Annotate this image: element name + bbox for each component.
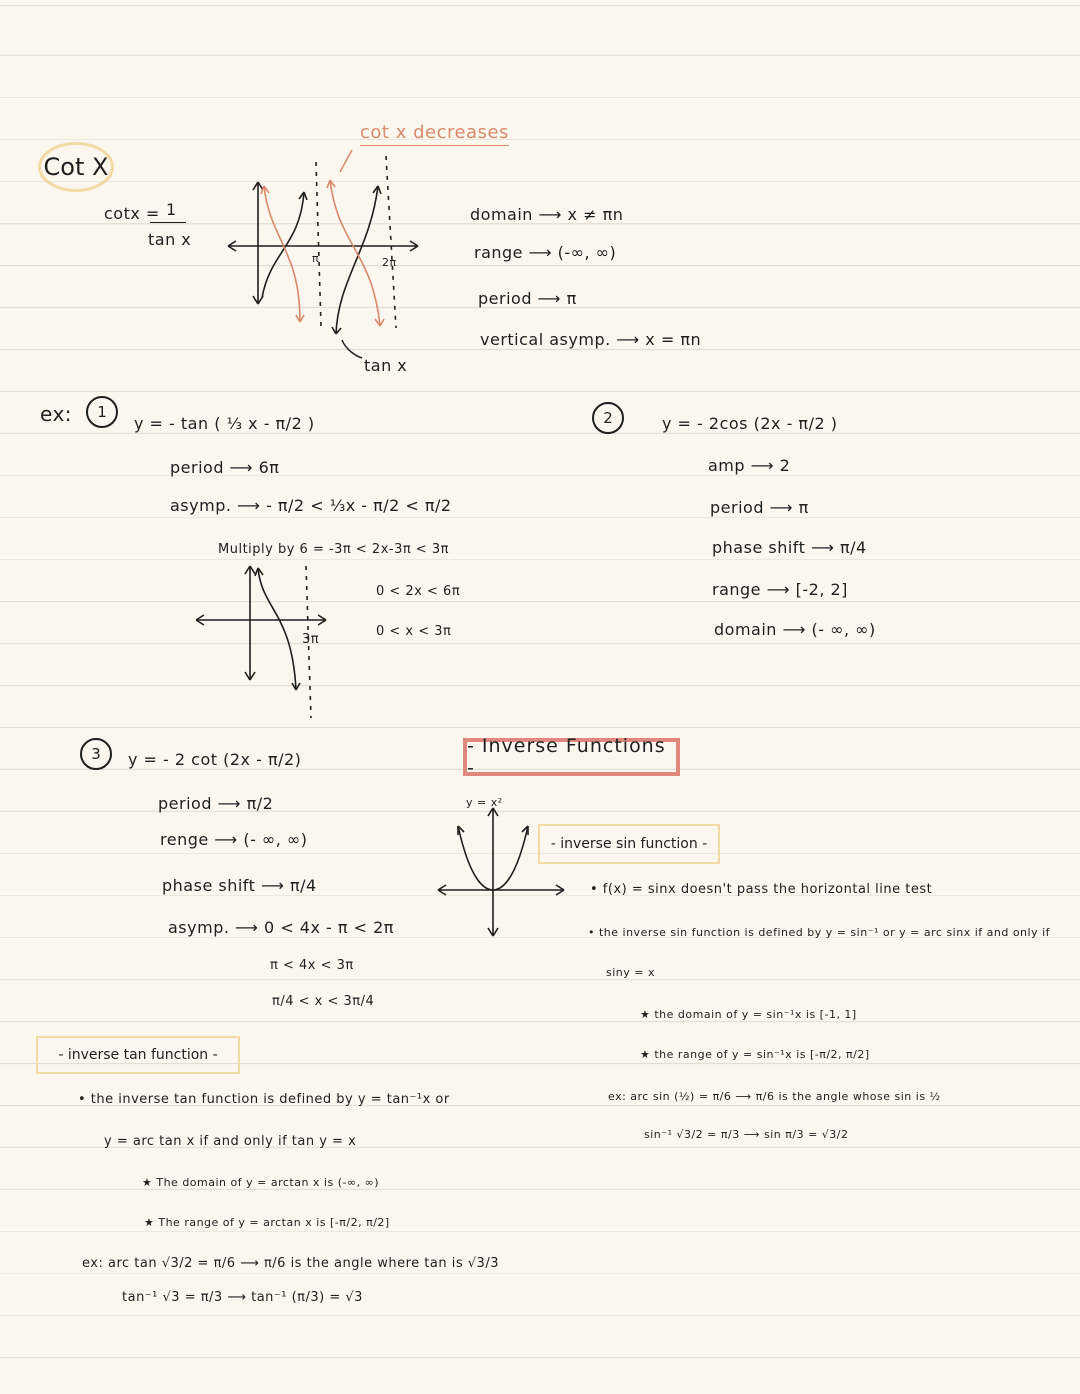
cot-definition-denominator: tan x: [148, 230, 192, 249]
example-2-phase-shift: phase shift ⟶ π/4: [712, 538, 867, 557]
inverse-tan-domain: ★ The domain of y = arctan x is (-∞, ∞): [142, 1176, 380, 1189]
tan-x-label: tan x: [364, 356, 408, 375]
example-3-number-text: 3: [91, 745, 101, 763]
asymptote-2pi: [386, 156, 396, 328]
ex1-curve: [258, 568, 296, 690]
inverse-sin-example-1: ex: arc sin (½) = π/6 ⟶ π/6 is the angle whose sin is ½: [608, 1090, 941, 1103]
tan-pointer: [342, 340, 362, 358]
example-3-number: [80, 738, 112, 770]
cot-curve-2: [330, 180, 380, 326]
inverse-sin-box-text: - inverse sin function -: [550, 836, 708, 852]
examples-label: ex:: [40, 402, 73, 426]
tan-curve-2: [336, 186, 378, 334]
graph-label-pi: π: [312, 252, 320, 265]
example-1-asymptote: asymp. ⟶ - π/2 < ⅓x - π/2 < π/2: [170, 496, 452, 515]
example-3-period: period ⟶ π/2: [158, 794, 274, 813]
cot-period: period ⟶ π: [478, 289, 577, 308]
inverse-tan-box-text: - inverse tan function -: [58, 1047, 218, 1063]
example-3-asymptote: asymp. ⟶ 0 < 4x - π < 2π: [168, 918, 394, 937]
inverse-functions-heading: [463, 735, 680, 779]
example-1-number-text: 1: [97, 403, 107, 421]
inverse-tan-bullet-1-cont: y = arc tan x if and only if tan y = x: [104, 1134, 357, 1149]
example-3-step-3: π/4 < x < 3π/4: [272, 994, 375, 1009]
inverse-sin-bullet-2-cont: siny = x: [606, 966, 655, 979]
example-1-period: period ⟶ 6π: [170, 458, 280, 477]
example-1-step-3: 0 < x < 3π: [376, 624, 452, 639]
cot-definition-lhs: cotx =: [104, 204, 160, 223]
cot-curve-1: [264, 186, 300, 322]
cot-definition-numerator: 1: [166, 200, 177, 219]
example-1-graph-label: 3π: [302, 632, 320, 647]
example-1-equation: y = - tan ( ⅓ x - π/2 ): [134, 414, 315, 433]
cot-range: range ⟶ (-∞, ∞): [474, 243, 617, 262]
inverse-tan-bullet-1: • the inverse tan function is defined by y = tan⁻¹x or: [78, 1092, 450, 1107]
example-2-number: [592, 402, 624, 434]
cot-domain: domain ⟶ x ≠ πn: [470, 205, 624, 224]
inverse-sin-range: ★ the range of y = sin⁻¹x is [-π/2, π/2]: [640, 1048, 870, 1061]
example-2-period: period ⟶ π: [710, 498, 809, 517]
example-2-domain: domain ⟶ (- ∞, ∞): [714, 620, 876, 639]
example-2-amplitude: amp ⟶ 2: [708, 456, 791, 475]
annotation-pointer: [340, 150, 352, 172]
cot-vertical-asymptote: vertical asymp. ⟶ x = πn: [480, 330, 702, 349]
example-2-range: range ⟶ [-2, 2]: [712, 580, 848, 599]
example-3-step-2: π < 4x < 3π: [270, 958, 354, 973]
inverse-sin-bullet-2: • the inverse sin function is defined by y = sin⁻¹ or y = arc sinx if and only if: [588, 926, 1051, 939]
cot-title-text: Cot X: [43, 153, 109, 181]
cot-decreases-note: cot x decreases: [360, 122, 509, 146]
inverse-sin-box: [538, 824, 720, 864]
inverse-sin-domain: ★ the domain of y = sin⁻¹x is [-1, 1]: [640, 1008, 857, 1021]
example-1-step-2: 0 < 2x < 6π: [376, 584, 461, 599]
inverse-functions-heading-text: - Inverse Functions -: [467, 735, 666, 779]
example-2-number-text: 2: [603, 409, 613, 427]
example-3-range: renge ⟶ (- ∞, ∞): [160, 830, 308, 849]
inverse-tan-example-2: tan⁻¹ √3 = π/3 ⟶ tan⁻¹ (π/3) = √3: [122, 1290, 363, 1305]
inverse-tan-example-1: ex: arc tan √3/2 = π/6 ⟶ π/6 is the angle where tan is √3/3: [82, 1256, 499, 1271]
parabola-label: y = x²: [466, 796, 503, 809]
example-2-equation: y = - 2cos (2x - π/2 ): [662, 414, 838, 433]
asymptote-pi: [316, 162, 321, 326]
inverse-tan-box: [36, 1036, 240, 1074]
example-3-equation: y = - 2 cot (2x - π/2): [128, 750, 302, 769]
example-1-number: [86, 396, 118, 428]
graph-label-2pi: 2π: [382, 256, 397, 269]
inverse-sin-example-2: sin⁻¹ √3/2 = π/3 ⟶ sin π/3 = √3/2: [644, 1128, 849, 1141]
example-3-phase-shift: phase shift ⟶ π/4: [162, 876, 317, 895]
inverse-tan-range: ★ The range of y = arctan x is [-π/2, π/2]: [144, 1216, 390, 1229]
example-1-multiply: Multiply by 6 = -3π < 2x-3π < 3π: [218, 542, 449, 557]
inverse-sin-bullet-1: • f(x) = sinx doesn't pass the horizontal line test: [590, 882, 933, 897]
